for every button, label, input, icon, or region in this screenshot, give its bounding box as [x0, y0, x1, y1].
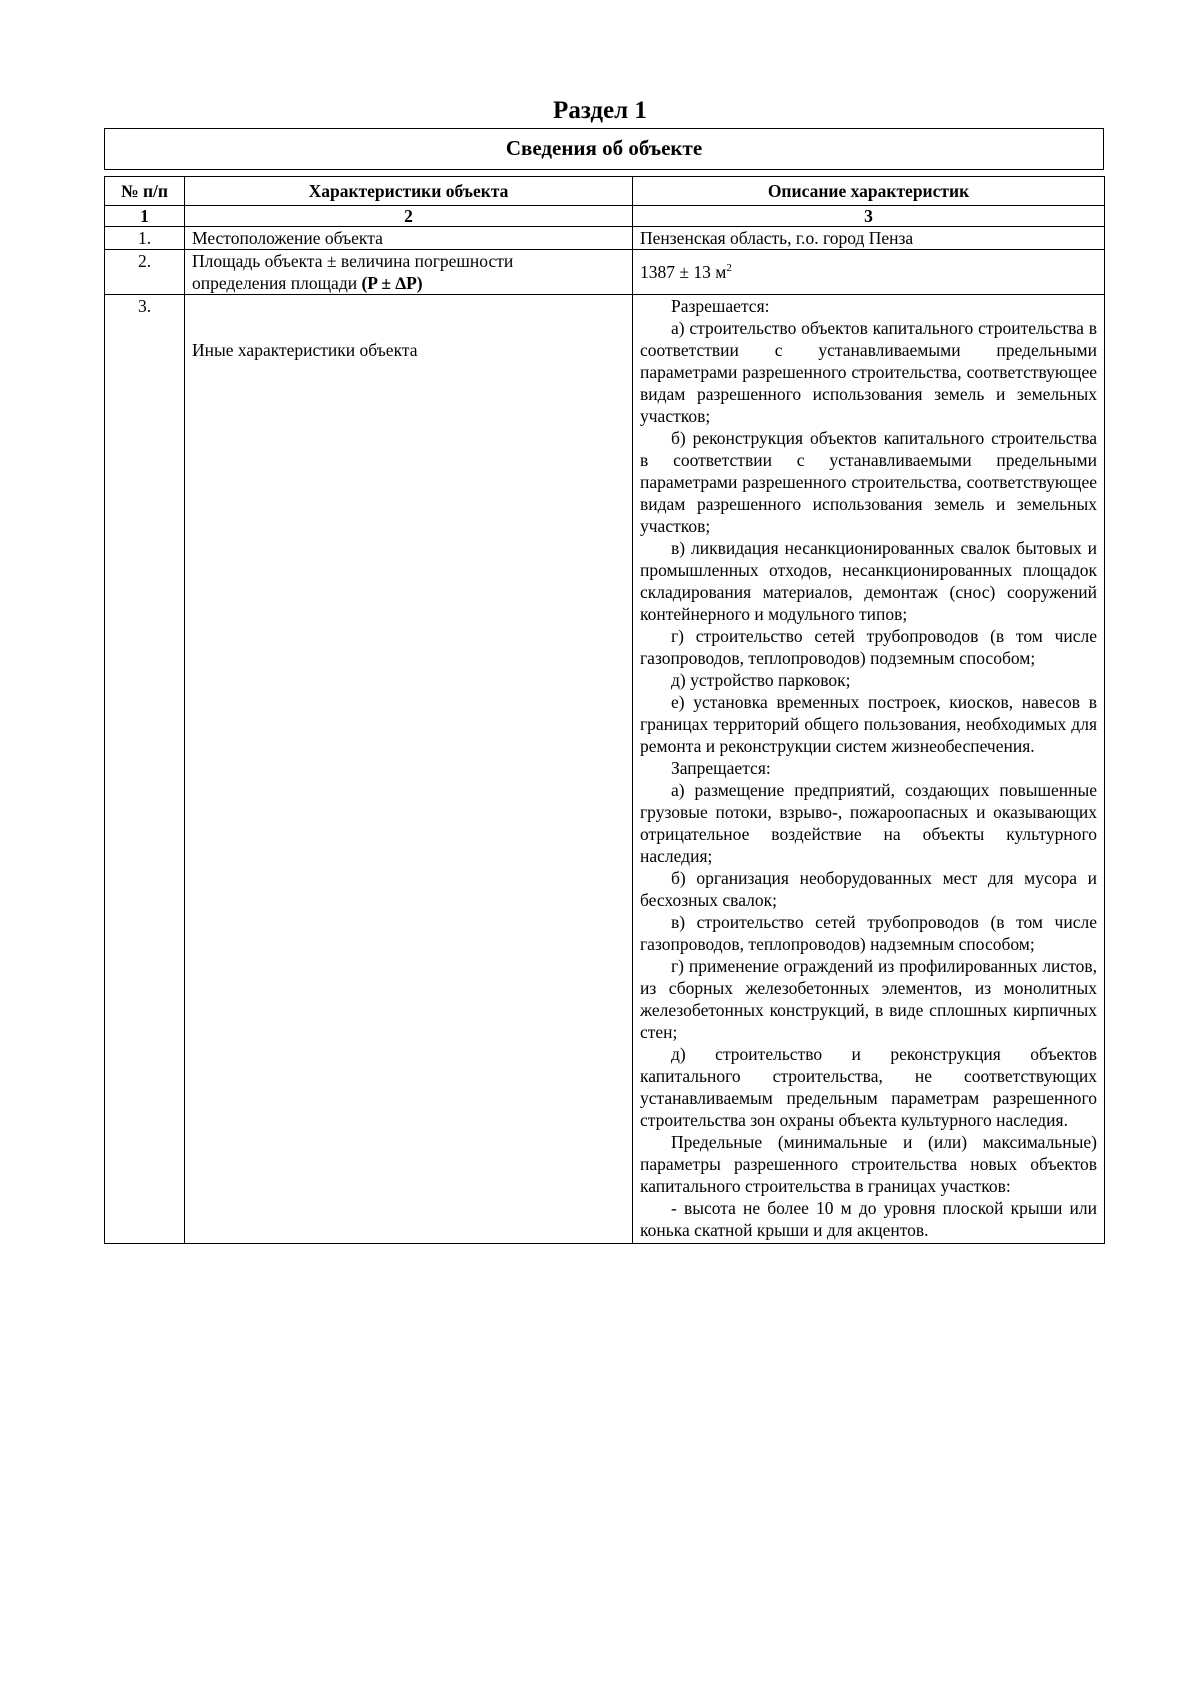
column-number-row	[105, 206, 1105, 227]
characteristic-line-text: определения площади	[192, 273, 362, 293]
characteristic-line: Площадь объекта ± величина погрешности	[192, 251, 514, 271]
description-paragraph: г) строительство сетей трубопроводов (в том числе газопроводов, теплопроводов) подземным способом;	[640, 626, 1097, 668]
column-number: 2	[185, 206, 633, 227]
area-formula: (P ± ∆P)	[361, 273, 423, 293]
section-heading: Сведения об объекте	[104, 128, 1104, 170]
characteristic-line	[192, 272, 625, 294]
description-paragraph: г) применение ограждений из профилированных листов, из сборных железобетонных элементов, из монолитных железобетонных конструкций, в виде сплошных кирпичных стен;	[640, 956, 1097, 1042]
description-paragraph: Предельные (минимальные и (или) максимальные) параметры разрешенного строительства новых объектов капитального строительства в границах участков:	[640, 1132, 1097, 1196]
row-description	[633, 295, 1105, 1244]
area-unit-superscript: 2	[726, 262, 732, 275]
table-row	[105, 227, 1105, 250]
row-description	[633, 250, 1105, 295]
row-characteristic: Местоположение объекта	[185, 227, 633, 250]
description-paragraph: а) размещение предприятий, создающих повышенные грузовые потоки, взрыво-, пожароопасных и оказывающих отрицательное воздействие на объекты культурного наследия;	[640, 780, 1097, 866]
description-paragraph: д) строительство и реконструкция объектов капитального строительства, не соответствующих устанавливаемым предельным параметрам разрешенного строительства зон охраны объекта культурного наследия.	[640, 1044, 1097, 1130]
description-paragraph: в) ликвидация несанкционированных свалок бытовых и промышленных отходов, несанкционированных площадок складирования материалов, демонтаж (снос) сооружений контейнерного и модульного типов;	[640, 538, 1097, 624]
column-number: 1	[105, 206, 185, 227]
row-characteristic	[185, 250, 633, 295]
row-description: Пензенская область, г.о. город Пенза	[633, 227, 1105, 250]
column-number: 3	[633, 206, 1105, 227]
description-paragraph: б) организация необорудованных мест для мусора и бесхозных свалок;	[640, 868, 1097, 910]
description-paragraph: б) реконструкция объектов капитального строительства в соответствии с устанавливаемыми предельными параметрами разрешенного строительства, соответствующее видам разрешенного использования земель и земельных участков;	[640, 428, 1097, 536]
table-header-row	[105, 177, 1105, 206]
description-paragraph: Разрешается:	[671, 296, 770, 316]
column-header-number: № п/п	[105, 177, 185, 206]
area-value: 1387 ± 13 м	[640, 262, 727, 282]
description-paragraph: в) строительство сетей трубопроводов (в том числе газопроводов, теплопроводов) надземным способом;	[640, 912, 1097, 954]
description-paragraph: д) устройство парковок;	[671, 670, 851, 690]
column-header-characteristic: Характеристики объекта	[185, 177, 633, 206]
column-header-description: Описание характеристик	[633, 177, 1105, 206]
row-number: 1.	[105, 227, 185, 250]
page-title: Раздел 1	[553, 97, 647, 124]
table-row	[105, 250, 1105, 295]
row-number: 2.	[105, 250, 185, 295]
description-paragraph: е) установка временных построек, киосков, навесов в границах территорий общего пользования, необходимых для ремонта и реконструкции систем жизнеобеспечения.	[640, 692, 1097, 756]
description-paragraph: - высота не более 10 м до уровня плоской крыши или конька скатной крыши и для акцентов.	[640, 1198, 1097, 1240]
description-paragraph: а) строительство объектов капитального строительства в соответствии с устанавливаемыми предельными параметрами разрешенного строительства, соответствующее видам разрешенного использования земель и земельных участков;	[640, 318, 1097, 426]
row-number: 3.	[105, 295, 185, 1244]
characteristics-table	[104, 176, 1105, 1244]
row-characteristic: Иные характеристики объекта	[185, 295, 633, 1244]
table-row	[105, 295, 1105, 1244]
description-paragraph: Запрещается:	[671, 758, 771, 778]
